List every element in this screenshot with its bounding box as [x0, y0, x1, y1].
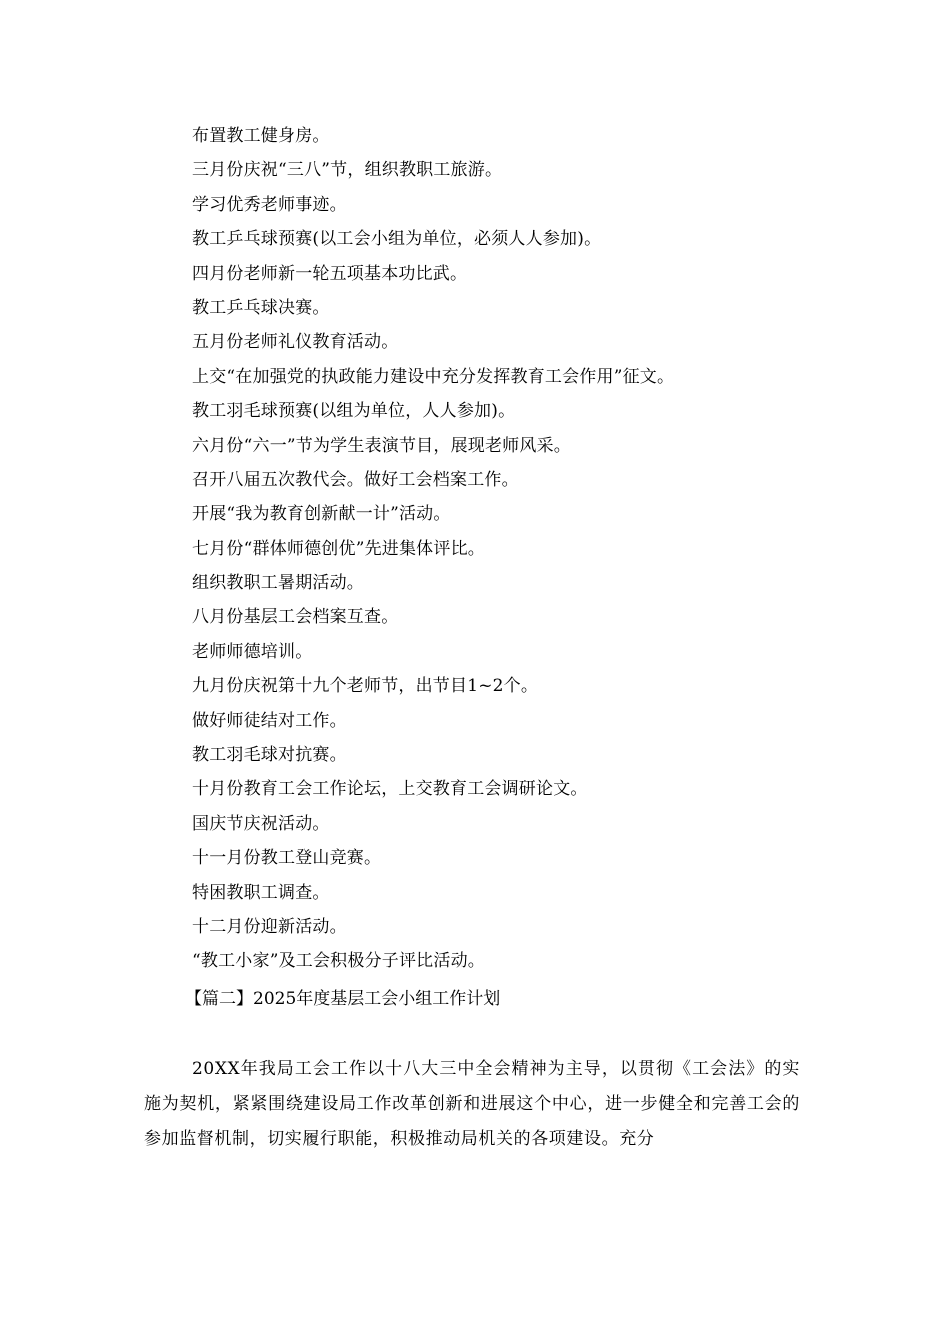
- list-item: 特困教职工调查。: [192, 882, 330, 903]
- list-item: 组织教职工暑期活动。: [192, 573, 364, 594]
- list-item: 老师师德培训。: [192, 641, 313, 662]
- list-item: 九月份庆祝第十九个老师节，出节目1~2个。: [192, 676, 539, 697]
- list-item: 四月份老师新一轮五项基本功比武。: [192, 263, 468, 284]
- list-item: 召开八届五次教代会。做好工会档案工作。: [192, 469, 519, 490]
- list-item: “教工小家”及工会积极分子评比活动。: [192, 951, 485, 972]
- list-item: 教工羽毛球对抗赛。: [192, 745, 347, 766]
- list-item: 学习优秀老师事迹。: [192, 194, 347, 215]
- list-item: 十二月份迎新活动。: [192, 916, 347, 937]
- list-item: 十月份教育工会工作论坛，上交教育工会调研论文。: [192, 779, 588, 800]
- list-item: 七月份“群体师德创优”先进集体评比。: [192, 538, 485, 559]
- list-item: 开展“我为教育创新献一计”活动。: [192, 504, 451, 525]
- list-item: 国庆节庆祝活动。: [192, 813, 330, 834]
- list-item: 三月份庆祝“三八”节，组织教职工旅游。: [192, 160, 503, 181]
- list-item: 十一月份教工登山竞赛。: [192, 848, 382, 869]
- list-item: 教工乒乓球预赛(以工会小组为单位，必须人人参加)。: [192, 229, 602, 250]
- section-heading: 【篇二】2025年度基层工会小组工作计划: [185, 989, 501, 1009]
- list-item: 八月份基层工会档案互查。: [192, 607, 399, 628]
- body-paragraph: 20XX年我局工会工作以十八大三中全会精神为主导，以贯彻《工会法》的实施为契机，紧紧围绕建设局工作改革创新和进展这个中心，进一步健全和完善工会的参加监督机制，切实履行职能，积极推动局机关的各项建设。充分: [144, 1059, 800, 1149]
- list-item: 教工乒乓球决赛。: [192, 297, 330, 318]
- activity-list: [192, 119, 812, 979]
- list-item: 教工羽毛球预赛(以组为单位，人人参加)。: [192, 401, 516, 422]
- list-item: 六月份“六一”节为学生表演节目，展现老师风采。: [192, 435, 571, 456]
- list-item: 布置教工健身房。: [192, 126, 330, 146]
- list-item: 做好师徒结对工作。: [192, 710, 347, 731]
- list-item: 上交“在加强党的执政能力建设中充分发挥教育工会作用”征文。: [192, 366, 675, 387]
- list-item: 五月份老师礼仪教育活动。: [192, 332, 399, 353]
